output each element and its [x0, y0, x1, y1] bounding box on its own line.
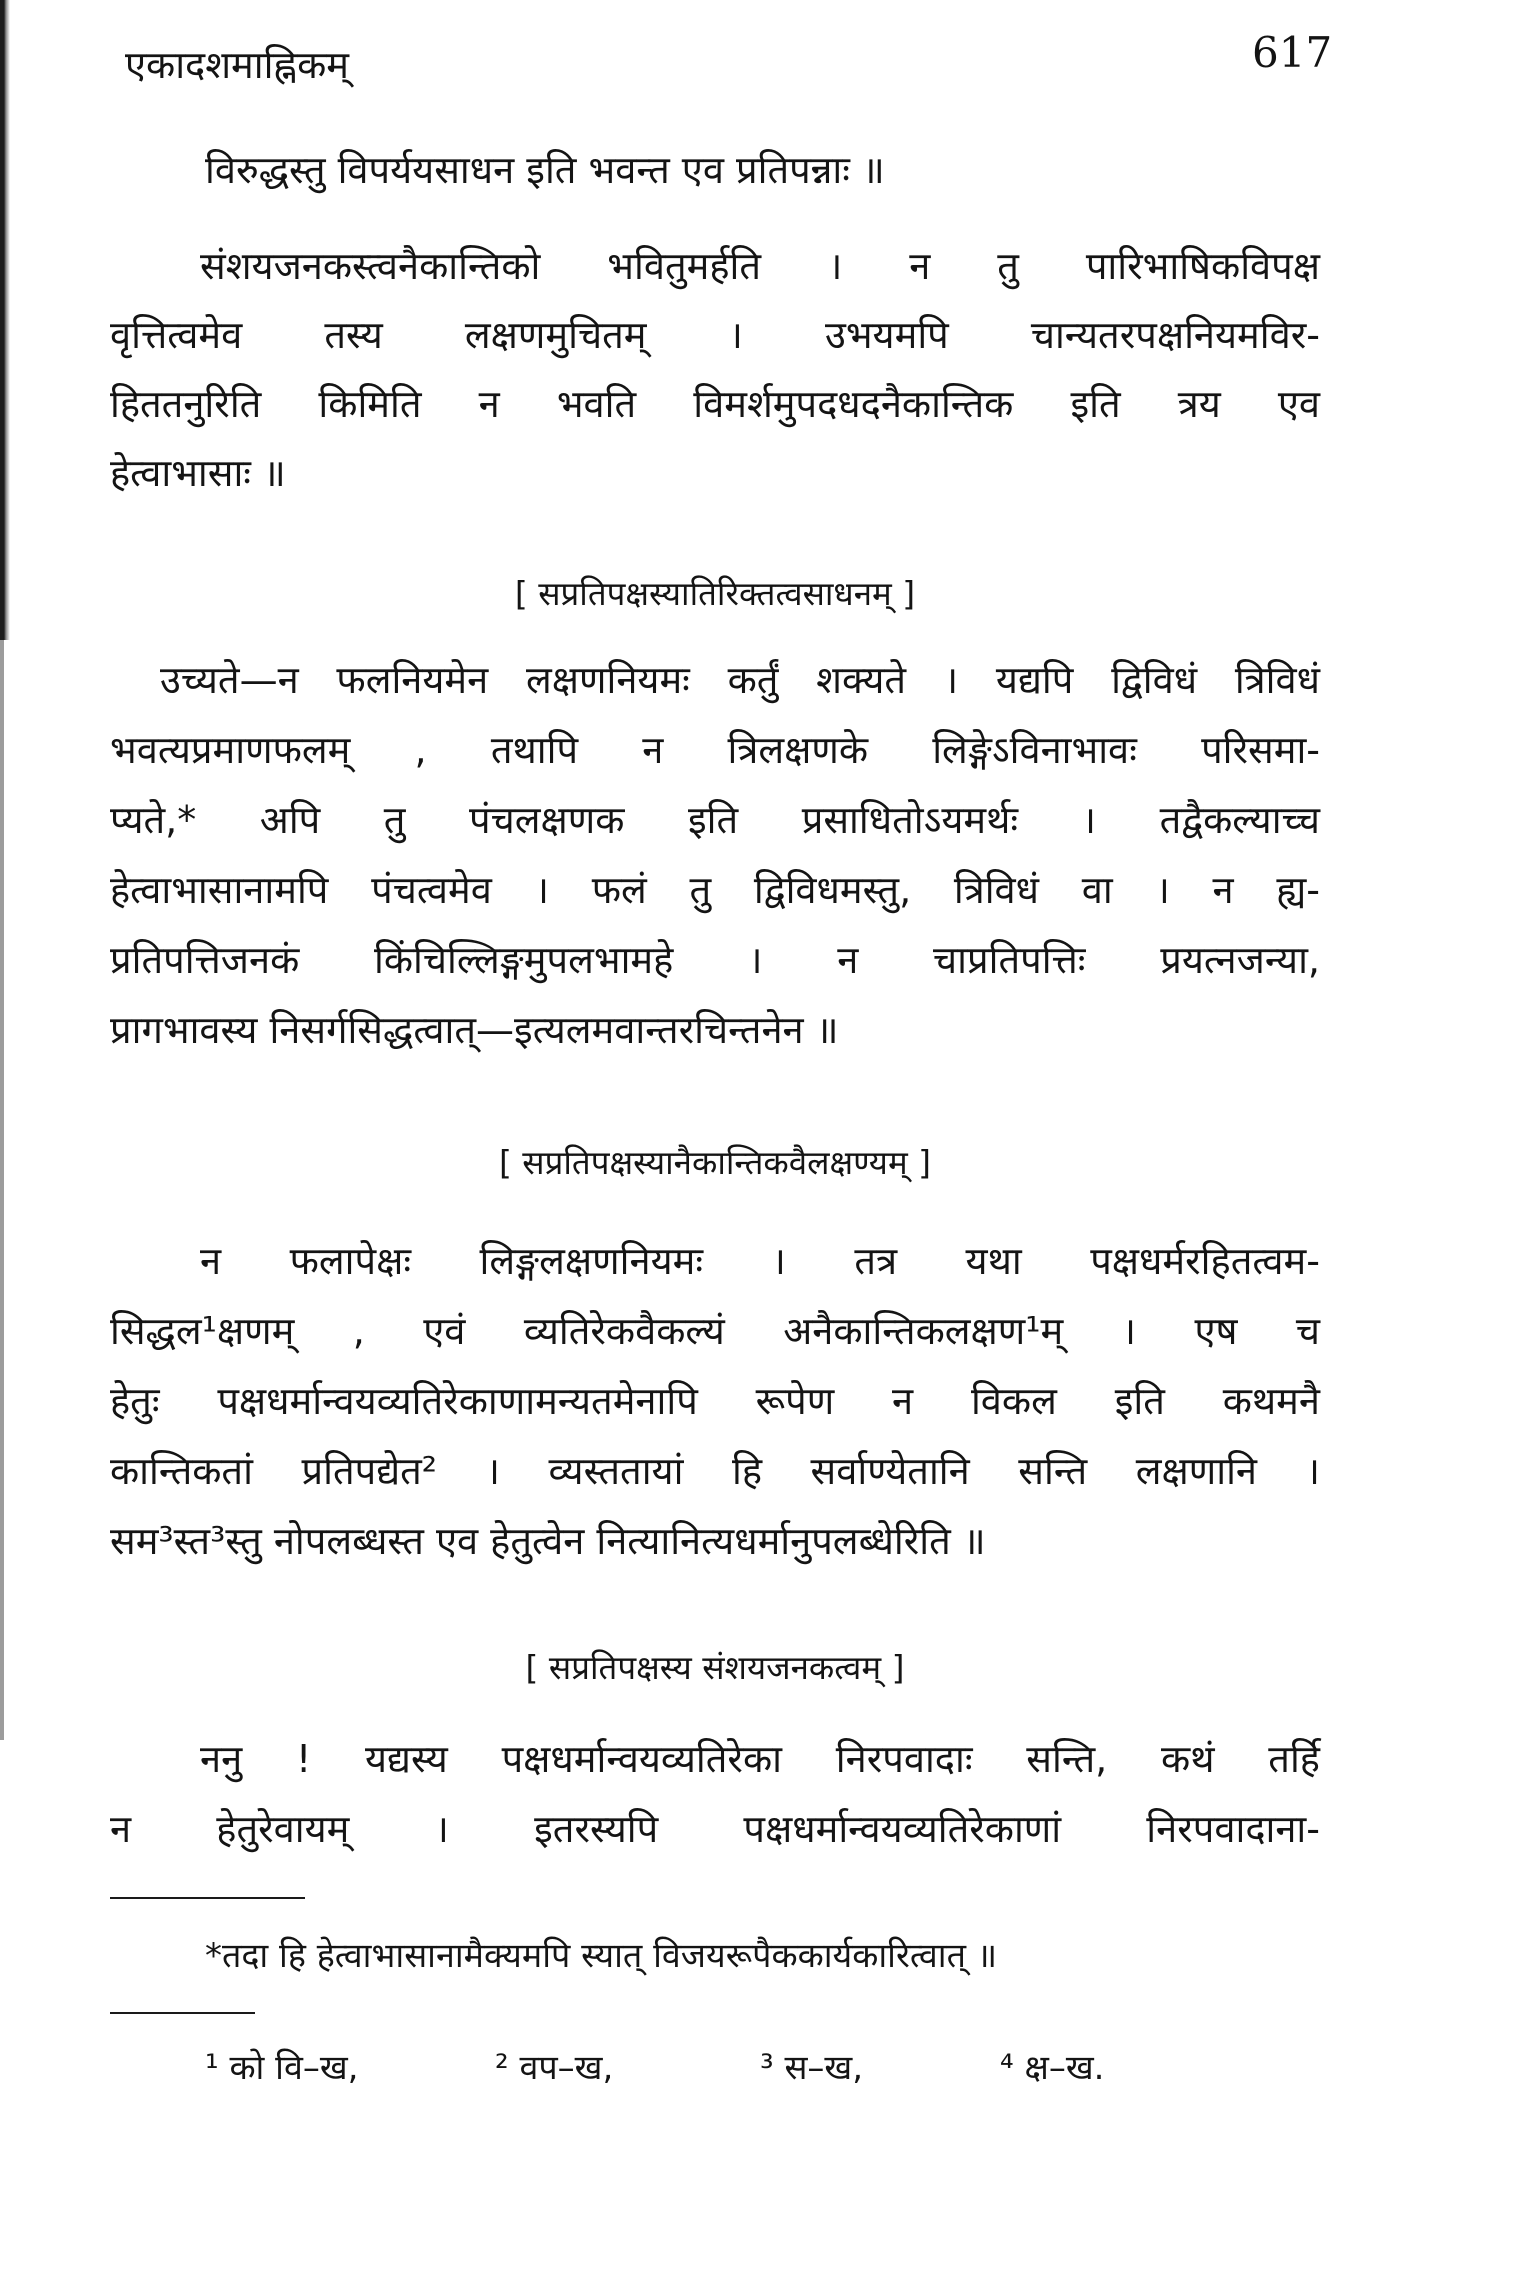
book-spine-edge-lower — [0, 640, 4, 1740]
paragraph-5-line-1: ननु ! यद्यस्य पक्षधर्मान्वयव्यतिरेका निरपवादाः सन्ति, कथं तर्हि — [200, 1737, 1320, 1781]
paragraph-4-line-3: हेतुः पक्षधर्मान्वयव्यतिरेकाणामन्यतमेनापि रूपेण न विकल इति कथमनै — [110, 1379, 1320, 1423]
paragraph-1-line-1: विरुद्धस्तु विपर्ययसाधन इति भवन्त एव प्रतिपन्नाः ॥ — [205, 148, 885, 192]
footnote-star: *तदा हि हेत्वाभासानामैक्यमपि स्यात् विजयरूपैककार्यकारित्वात् ॥ — [205, 1936, 998, 1976]
paragraph-4-line-5: सम³स्त³स्तु नोपलब्धस्त एव हेतुत्वेन नित्यानित्यधर्मानुपलब्धेरिति ॥ — [110, 1519, 986, 1563]
paragraph-4-line-4: कान्तिकतां प्रतिपद्येत² । व्यस्ततायां हि सर्वाण्येतानि सन्ति लक्षणानि । — [110, 1449, 1320, 1493]
paragraph-2-line-3: हिततनुरिति किमिति न भवति विमर्शमुपदधदनैकान्तिक इति त्रय एव — [110, 382, 1320, 426]
paragraph-4-line-1: न फलापेक्षः लिङ्गलक्षणनियमः । तत्र यथा पक्षधर्मरहितत्वम- — [200, 1239, 1320, 1283]
section-heading-3: [ सप्रतिपक्षस्य संशयजनकत्वम् ] — [525, 1648, 905, 1687]
paragraph-3-line-5: प्रतिपत्तिजनकं किंचिल्लिङ्गमुपलभामहे । न चाप्रतिपत्तिः प्रयत्नजन्या, — [110, 938, 1320, 982]
variant-separator — [110, 2012, 255, 2014]
footnote-2: ² वप–ख, — [495, 2048, 614, 2088]
paragraph-3-line-1: उच्यते—न फलनियमेन लक्षणनियमः कर्तुं शक्यते । यद्यपि द्विविधं त्रिविधं — [160, 658, 1320, 702]
paragraph-2-line-2: वृत्तित्वमेव तस्य लक्षणमुचितम् । उभयमपि चान्यतरपक्षनियमविर- — [110, 313, 1320, 357]
paragraph-5-line-2: न हेतुरेवायम् । इतरस्यपि पक्षधर्मान्वयव्यतिरेकाणां निरपवादाना- — [110, 1807, 1320, 1851]
paragraph-3-line-2: भवत्यप्रमाणफलम् , तथापि न त्रिलक्षणके लिङ्गेऽविनाभावः परिसमा- — [110, 728, 1320, 772]
section-heading-1: [ सप्रतिपक्षस्यातिरिक्तत्वसाधनम् ] — [514, 574, 916, 613]
paragraph-3-line-6: प्रागभावस्य निसर्गसिद्धत्वात्—इत्यलमवान्तरचिन्तनेन ॥ — [110, 1008, 839, 1052]
paragraph-4-line-2: सिद्धल¹क्षणम् , एवं व्यतिरेकवैकल्यं अनैकान्तिकलक्षण¹म् । एष च — [110, 1309, 1320, 1353]
paragraph-3-line-4: हेत्वाभासानामपि पंचत्वमेव । फलं तु द्विविधमस्तु, त्रिविधं वा । न ह्य- — [110, 868, 1320, 912]
page-number: 617 — [1252, 28, 1333, 77]
running-title: एकादशमाह्निकम् — [125, 43, 350, 87]
footnote-separator — [110, 1897, 305, 1899]
paragraph-3-line-3: प्यते,* अपि तु पंचलक्षणक इति प्रसाधितोऽयमर्थः । तद्वैकल्याच्च — [110, 798, 1320, 842]
footnote-1: ¹ को वि–ख, — [205, 2048, 359, 2088]
paragraph-2-line-1: संशयजनकस्त्वनैकान्तिको भवितुमर्हति । न तु पारिभाषिकविपक्ष — [200, 244, 1320, 288]
footnote-3: ³ स–ख, — [760, 2048, 864, 2088]
paragraph-2-line-4: हेत्वाभासाः ॥ — [110, 451, 286, 495]
section-heading-2: [ सप्रतिपक्षस्यानैकान्तिकवैलक्षण्यम् ] — [498, 1143, 932, 1182]
footnote-4: ⁴ क्ष–ख. — [1000, 2048, 1105, 2088]
book-spine-edge — [0, 0, 10, 640]
